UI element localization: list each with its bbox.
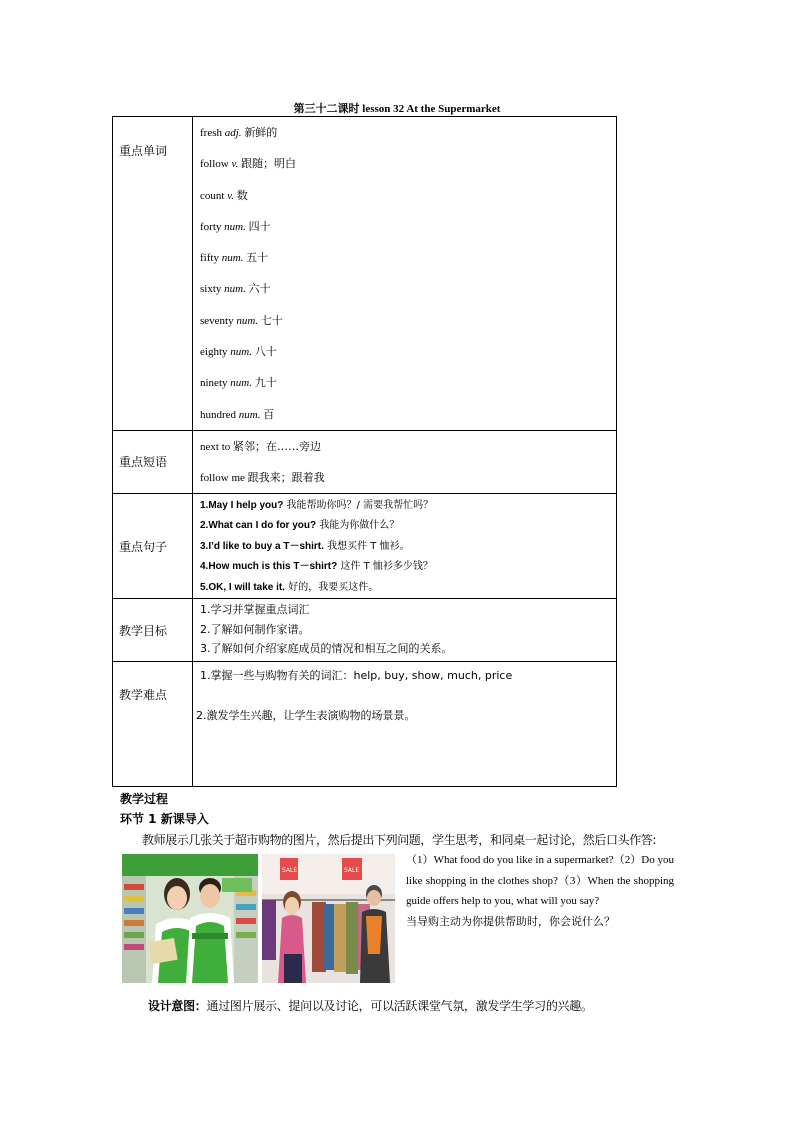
sentence-zh: 我能为你做什么？ <box>319 520 400 532</box>
questions-en: （1）What food do you like in a supermarket?（2）Do you like shopping in the clothes shop?（3）When the shopping guide offers help to you, what will you say? <box>406 854 674 907</box>
vocab-pos: v. <box>231 158 239 171</box>
vocab-meaning: 八十 <box>254 345 277 359</box>
difficulties-label: 教学难点 <box>113 662 193 787</box>
sentence-zh: 我想买件 T 恤衫。 <box>327 540 410 552</box>
vocab-meaning: 九十 <box>254 376 277 390</box>
sentences-cell <box>193 493 617 599</box>
design-text: 通过图片展示、提问以及讨论，可以活跃课堂气氛，激发学生学习的兴趣。 <box>206 999 593 1013</box>
vocab-word: seventy <box>200 314 234 327</box>
phrase-item <box>200 462 616 493</box>
vocab-meaning: 七十 <box>260 313 283 327</box>
difficulties-cell <box>193 662 617 787</box>
vocab-pos: num. <box>224 283 246 296</box>
sentence-item <box>200 496 616 517</box>
vocab-meaning: 新鲜的 <box>244 126 278 139</box>
vocab-meaning: 跟随；明白 <box>241 157 297 171</box>
vocab-word: fresh <box>200 127 222 139</box>
supermarket-staff-photo <box>122 854 258 983</box>
vocab-item <box>200 180 616 211</box>
vocab-item <box>200 399 616 430</box>
lesson-plan-table <box>112 116 617 787</box>
sentences-label: 重点句子 <box>113 493 193 599</box>
vocab-pos: num. <box>230 346 252 359</box>
section-1-heading: 环节 1 新课导入 <box>120 812 209 826</box>
sentence-item <box>200 516 616 537</box>
vocab-meaning: 五十 <box>246 251 269 265</box>
vocab-cell <box>193 117 617 431</box>
process-heading: 教学过程 <box>120 792 169 806</box>
vocab-word: count <box>200 189 225 202</box>
sentence-item <box>200 578 616 599</box>
goal-item: 3.了解如何介绍家庭成员的情况和相互之间的关系。 <box>200 642 453 656</box>
phrase-zh: 紧邻；在……旁边 <box>233 439 321 453</box>
sentence-zh: 好的，我要买这件。 <box>288 581 379 593</box>
vocab-item <box>200 336 616 367</box>
clothes-shop-photo <box>262 854 395 983</box>
phrase-en: next to <box>200 440 231 453</box>
design-label: 设计意图： <box>148 999 207 1013</box>
sentence-item <box>200 557 616 578</box>
discussion-questions <box>406 850 674 932</box>
vocab-word: forty <box>200 220 222 233</box>
phrase-zh: 跟我来；跟着我 <box>247 470 325 484</box>
phrase-item <box>200 431 616 462</box>
vocab-item <box>200 211 616 242</box>
vocab-word: hundred <box>200 408 237 421</box>
vocab-label: 重点单词 <box>113 117 193 431</box>
vocab-word: fifty <box>200 252 219 265</box>
vocab-meaning: 六十 <box>248 282 271 296</box>
sale-sign-1: SALE <box>282 867 298 874</box>
vocab-pos: adj. <box>224 127 242 139</box>
difficulty-item-1: 1.掌握一些与购物有关的词汇：help, buy, show, much, price <box>200 669 513 683</box>
intro-paragraph: 教师展示几张关于超市购物的图片，然后提出下列问题，学生思考，和同桌一起讨论，然后口头作答: <box>142 833 657 847</box>
sentence-en: 1.May I help you? <box>200 499 284 511</box>
sentence-item <box>200 537 616 558</box>
vocab-item <box>200 305 616 336</box>
vocab-item <box>200 367 616 398</box>
design-intent <box>148 997 593 1014</box>
vocab-meaning: 数 <box>236 188 248 202</box>
vocab-item <box>200 242 616 273</box>
sentence-en: 3.I’d like to buy a T－shirt. <box>200 540 324 552</box>
vocab-item <box>200 273 616 304</box>
phrases-cell <box>193 430 617 493</box>
vocab-word: ninety <box>200 377 228 390</box>
vocab-meaning: 四十 <box>248 219 271 233</box>
vocab-pos: num. <box>230 377 252 390</box>
page-title: 第三十二课时 lesson 32 At the Supermarket <box>293 103 501 115</box>
vocab-word: follow <box>200 158 229 171</box>
phrase-en: follow me <box>200 471 245 484</box>
sentence-en: 5.OK, I will take it. <box>200 581 286 593</box>
vocab-meaning: 百 <box>263 407 275 421</box>
sale-sign-2: SALE <box>344 867 360 874</box>
vocab-item <box>200 148 616 179</box>
vocab-pos: num. <box>236 314 259 327</box>
vocab-pos: num. <box>221 252 244 265</box>
difficulty-item-2: 2.激发学生兴趣，让学生表演购物的场景景。 <box>196 709 416 723</box>
sentence-en: 4.How much is this T－shirt? <box>200 561 338 573</box>
vocab-pos: v. <box>227 189 235 202</box>
questions-zh: 当导购主动为你提供帮助时，你会说什么？ <box>406 914 615 928</box>
vocab-word: sixty <box>200 283 222 296</box>
vocab-word: eighty <box>200 346 228 359</box>
goals-cell <box>193 599 617 662</box>
goals-label: 教学目标 <box>113 599 193 662</box>
vocab-item <box>200 117 616 148</box>
sentence-zh: 我能帮助你吗？/ 需要我帮忙吗？ <box>286 499 434 511</box>
goal-item: 1.学习并掌握重点词汇 <box>200 603 310 617</box>
sentence-en: 2.What can I do for you? <box>200 520 317 532</box>
phrases-label: 重点短语 <box>113 430 193 493</box>
vocab-pos: num. <box>238 408 261 421</box>
vocab-pos: num. <box>224 220 246 233</box>
goal-item: 2.了解如何制作家谱。 <box>200 622 310 636</box>
sentence-zh: 这件 T 恤衫多少钱？ <box>340 561 433 573</box>
